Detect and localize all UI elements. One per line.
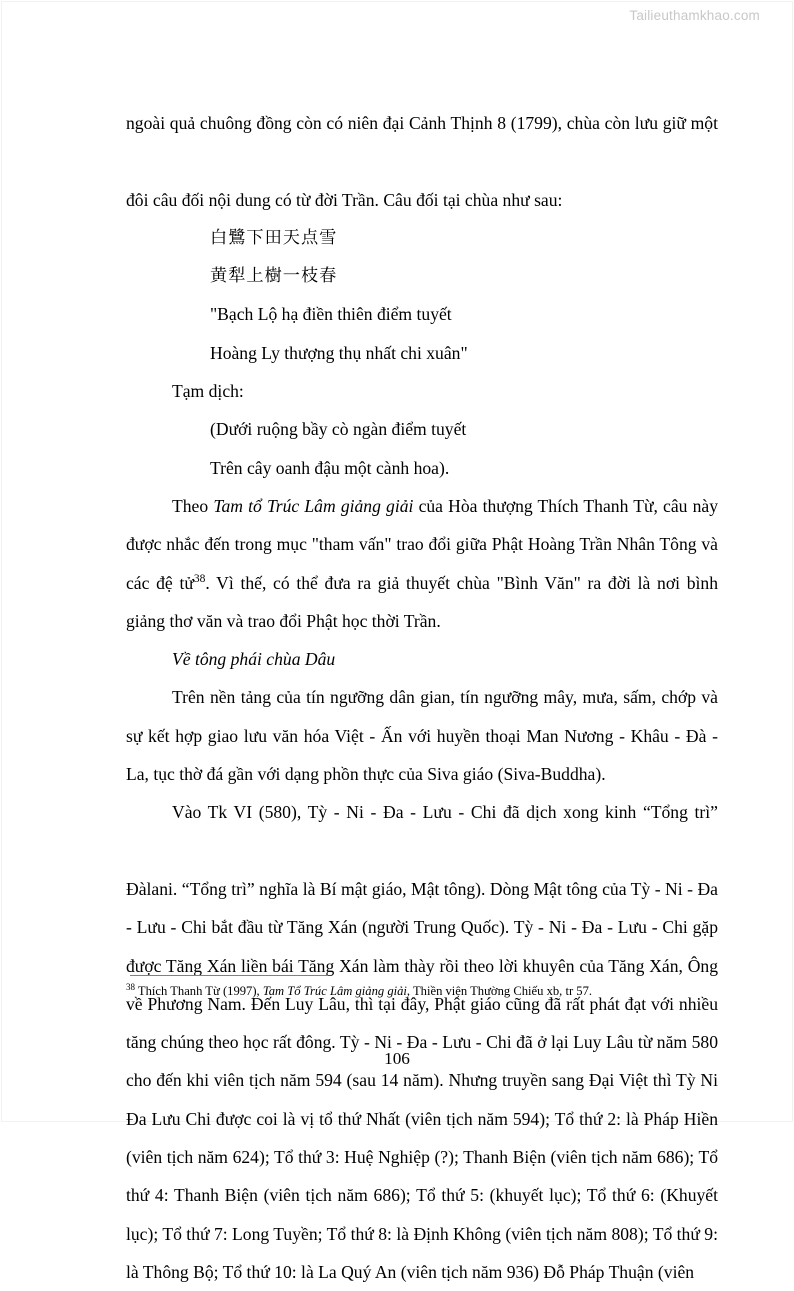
paragraph-tk-vi-line-1: Vào Tk VI (580), Tỳ - Ni - Đa - Lưu - Chi đã dịch xong kinh “Tổng trì” <box>172 802 718 823</box>
paragraph-continuation-line-1: ngoài quả chuông đồng còn có niên đại Cảnh Thịnh 8 (1799), chùa còn lưu giữ một <box>126 113 718 133</box>
couplet-hanzi-line-2: 黄犁上樹一枝春 <box>210 266 338 287</box>
footnote-area <box>126 975 718 1000</box>
paragraph-theo <box>126 487 718 640</box>
paragraph-nen-tang: Trên nền tảng của tín ngưỡng dân gian, tín ngưỡng mây, mưa, sấm, chớp và sự kết hợp giao lưu văn hóa Việt - Ấn với huyền thoại Man Nương - Khâu - Đà - La, tục thờ đá gần với dạng phồn thực của Siva giáo (Siva-Buddha). <box>126 687 718 785</box>
paragraph-tk-vi <box>126 793 718 1291</box>
translation-line-2: Trên cây oanh đậu một cành hoa). <box>210 457 450 478</box>
footnote-publisher-page: , Thiền viện Thường Chiếu xb, tr 57. <box>406 984 593 998</box>
page-content <box>126 104 718 1291</box>
paragraph-continuation-line-2: đôi câu đối nội dung có từ đời Trần. Câu đối tại chùa như sau: <box>126 189 563 210</box>
couplet-transliteration-line-1: "Bạch Lộ hạ điền thiên điểm tuyết <box>210 304 452 325</box>
footnote-author-year: Thích Thanh Từ (1997), <box>135 984 263 998</box>
footnote-number: 38 <box>126 981 135 992</box>
footnote-book-title: Tam Tổ Trúc Lâm giảng giải <box>262 984 407 998</box>
footnote-reference-38[interactable]: 38 <box>193 572 206 585</box>
book-title-inline: Tam tổ Trúc Lâm giảng giải <box>213 495 414 516</box>
couplet-transliteration-line-2: Hoàng Ly thượng thụ nhất chi xuân" <box>210 342 468 363</box>
footnote-entry-38 <box>126 983 718 1000</box>
section-heading-tong-phai: Về tông phái chùa Dâu <box>172 649 336 670</box>
couplet-hanzi-line-1: 白鷺下田天点雪 <box>210 227 338 248</box>
watermark-text: Tailieuthamkhao.com <box>629 8 760 23</box>
paragraph-tk-vi-rest: Đàlani. “Tổng trì” nghĩa là Bí mật giáo, Mật tông). Dòng Mật tông của Tỳ - Ni - Đa - Lưu - Chi bắt đầu từ Tăng Xán (người Trung Quốc). Tỳ - Ni - Đa - Lưu - Chi gặp được Tăng Xán liền bái Tăng Xán làm thày rồi theo lời khuyên của Tăng Xán, Ông về Phương Nam. Đến Luy Lâu, thì tại đây, Phật giáo cũng đã rất phát đạt với nhiều tăng chúng theo học rất đông. Tỳ - Ni - Đa - Lưu - Chi đã ở lại Luy Lâu từ năm 580 cho đến khi viên tịch năm 594 (sau 14 năm). Nhưng truyền sang Đại Việt thì Tỳ Ni Đa Lưu Chi được coi là vị tổ thứ Nhất (viên tịch năm 594); Tổ thứ 2: là Pháp Hiền (viên tịch năm 624); Tổ thứ 3: Huệ Nghiệp (?); Thanh Biện (viên tịch năm 686); Tổ thứ 4: Thanh Biện (viên tịch năm 686); Tổ thứ 5: (khuyết lục); Tổ thứ 6: (Khuyết lục); Tổ thứ 7: Long Tuyền; Tổ thứ 8: là Định Không (viên tịch năm 808); Tổ thứ 9: là Thông Bộ; Tổ thứ 10: là La Quý An (viên tịch năm 936) Đỗ Pháp Thuận (viên <box>126 878 718 1282</box>
paragraph-theo-tail: . Vì thế, có thể đưa ra giả thuyết chùa "Bình Văn" ra đời là nơi bình giảng thơ văn và trao đổi Phật học thời Trần. <box>126 572 718 631</box>
page-number: 106 <box>384 1049 410 1068</box>
footnote-separator-rule <box>130 975 328 976</box>
tam-dich-label: Tạm dịch: <box>172 381 244 402</box>
paragraph-theo-mid: của Hòa thượng Thích Thanh Từ, câu này được nhắc đến trong mục "tham vấn" trao đổi giữa Phật Hoàng Trần Nhân Tông và các đệ tử <box>126 495 718 593</box>
paragraph-theo-lead: Theo <box>172 495 214 516</box>
paragraph-continuation <box>126 104 718 219</box>
translation-line-1: (Dưới ruộng bầy cò ngàn điểm tuyết <box>210 419 467 440</box>
